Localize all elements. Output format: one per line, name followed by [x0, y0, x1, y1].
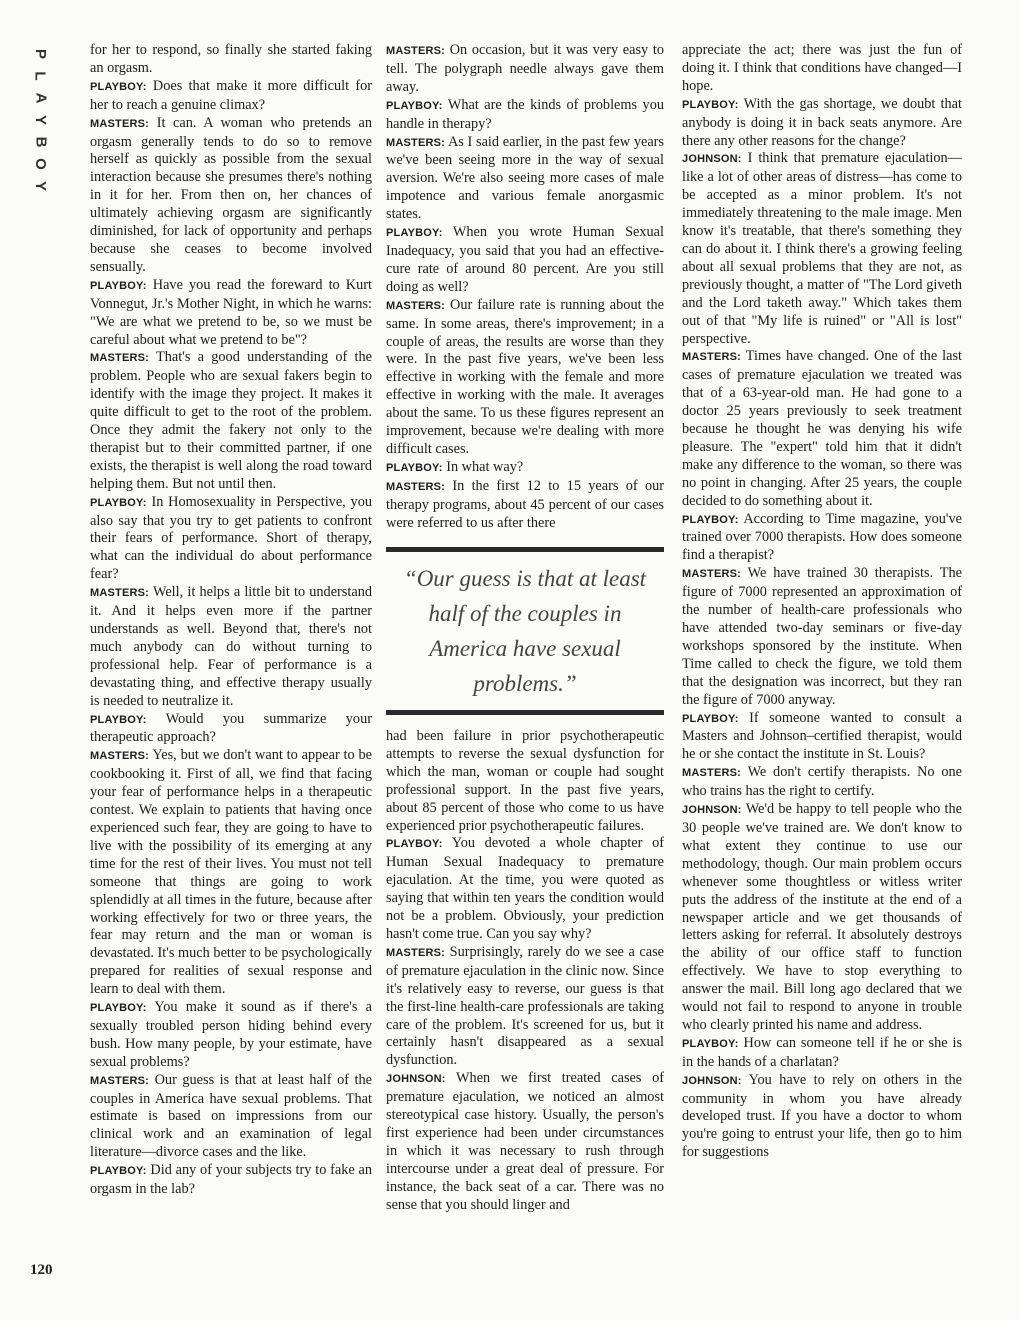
- speaker-label: MASTERS:: [90, 117, 150, 130]
- paragraph: [682, 710, 962, 765]
- paragraph: [386, 97, 664, 134]
- paragraph: [90, 277, 372, 350]
- speaker-label: MASTERS:: [386, 946, 446, 959]
- speaker-label: MASTERS:: [386, 299, 446, 312]
- paragraph-text: I think that premature ejaculation—like a lot of other areas of distress—has come to be accepted as a minor problem. It's not immediately threatening to the male image. Men know it's treatable, that there's something they can do about it. I think there's a growing feeling about all sexual problems that they are not, as previously thought, a matter of "The Lord giveth and the Lord taketh away." Which takes them out of that "My life is ruined" or "All is lost" perspective.: [682, 150, 962, 347]
- masthead-letter: P: [31, 48, 49, 60]
- speaker-label: PLAYBOY:: [682, 513, 739, 526]
- speaker-label: JOHNSON:: [682, 1074, 742, 1087]
- paragraph-text: Did any of your subjects try to fake an orgasm in the lab?: [90, 1162, 372, 1198]
- paragraph: [90, 711, 372, 748]
- paragraph-text: Does that make it more difficult for her to reach a genuine climax?: [90, 77, 373, 113]
- speaker-label: PLAYBOY:: [386, 99, 443, 112]
- paragraph-text: Times have changed. One of the last cases of premature ejaculation we treated was that of a 63-year-old man. He had gone to a doctor 25 years previously to seek treatment because he thought he was denying his wife pleasure. The "expert" told him that it didn't make any difference to the woman, so there was no point in changing. After 25 years, the couple decided to do something about it.: [682, 348, 962, 509]
- paragraph-text: In what way?: [446, 458, 524, 475]
- speaker-label: PLAYBOY:: [682, 1037, 739, 1050]
- paragraph: [682, 764, 962, 801]
- paragraph: [682, 565, 962, 709]
- paragraph-text: As I said earlier, in the past few years we've been seeing more in the way of sexual aversion. We're also seeing more cases of male impotence and various female anorgasmic states.: [386, 133, 664, 223]
- paragraph: [682, 150, 962, 348]
- paragraph-text: In the first 12 to 15 years of our therapy programs, about 45 percent of our cases were referred to us after there: [386, 477, 664, 531]
- paragraph-text: How can someone tell if he or she is in the hands of a charlatan?: [682, 1034, 963, 1070]
- speaker-label: PLAYBOY:: [90, 1165, 147, 1178]
- speaker-label: PLAYBOY:: [90, 279, 147, 292]
- paragraph: [90, 42, 372, 78]
- paragraph: [682, 511, 962, 566]
- speaker-label: JOHNSON:: [682, 804, 742, 817]
- paragraph-text: We don't certify therapists. No one who trains has the right to certify.: [682, 764, 962, 800]
- speaker-label: MASTERS:: [386, 136, 446, 149]
- paragraph-text: appreciate the act; there was just the fun of doing it. I think that conditions have changed—I hope.: [682, 42, 962, 94]
- paragraph-text: With the gas shortage, we doubt that anybody is doing it in back seats anymore. Are there any other reasons for the change?: [682, 95, 962, 149]
- paragraph: [386, 835, 664, 943]
- paragraph: [90, 349, 372, 493]
- speaker-label: MASTERS:: [90, 750, 150, 763]
- paragraph: [682, 348, 962, 510]
- speaker-label: MASTERS:: [90, 352, 150, 365]
- paragraph-text: Our failure rate is running about the same. In some areas, there's improvement; in a couple of areas, the results are worse than they were. In the past five years, we've been less effective in working with the female and more effective in working with the male. It averages about the same. To us these figures represent an improvement, because we're dealing with more difficult cases.: [386, 296, 664, 457]
- paragraph: [386, 42, 664, 97]
- paragraph: [682, 1035, 962, 1072]
- speaker-label: PLAYBOY:: [682, 98, 739, 111]
- paragraph: [90, 1072, 372, 1163]
- speaker-label: MASTERS:: [682, 568, 742, 581]
- paragraph-text: It can. A woman who pretends an orgasm generally tends to do so to remove herself as quickly as possible from the sexual interaction because she presumes there's nothing in it for her. From then on, her chances of ultimately achieving orgasm are significantly diminished, for lack of opportunity and perhaps because she ceases to become involved sensually.: [90, 114, 372, 275]
- speaker-label: MASTERS:: [386, 45, 446, 57]
- masthead-letter: L: [31, 71, 49, 81]
- text-column-3: [682, 42, 962, 1162]
- paragraph-text: Surprisingly, rarely do we see a case of premature ejaculation in the clinic now. Since it's relatively easy to reverse, our guess is that the first-line health-care professionals are taking care of the problem. It's screened for us, but it certainly hasn't disappeared as a sexual dysfunction.: [386, 943, 664, 1069]
- speaker-label: PLAYBOY:: [386, 838, 443, 851]
- paragraph-text: What are the kinds of problems you handle in therapy?: [386, 96, 664, 132]
- masthead-letter: B: [32, 136, 49, 148]
- speaker-label: PLAYBOY:: [386, 461, 443, 474]
- paragraph: [682, 42, 962, 96]
- paragraph: [90, 494, 372, 585]
- paragraph-text: had been failure in prior psychotherapeutic attempts to reverse the sexual dysfunction for which the man, woman or couple had sought professional support. In the past five years, about 85 percent of those who come to us have experienced prior psychotherapeutic failures.: [386, 728, 664, 834]
- paragraph: [90, 584, 372, 710]
- paragraph: [682, 96, 962, 151]
- speaker-label: MASTERS:: [682, 767, 742, 780]
- paragraph: [90, 78, 372, 115]
- masthead-letter: A: [32, 92, 49, 104]
- paragraph-text: You devoted a whole chapter of Human Sexual Inadequacy to premature ejaculation. At the time, you were quoted as saying that within ten years the condition would not be a problem. Obviously, your prediction hasn't come true. Can you say why?: [386, 835, 664, 942]
- pull-quote: [386, 547, 664, 715]
- paragraph: [386, 728, 664, 835]
- page-number: 120: [30, 1262, 53, 1278]
- paragraph: [386, 297, 664, 459]
- speaker-label: PLAYBOY:: [682, 712, 739, 725]
- paragraph-text: Would you summarize your therapeutic approach?: [90, 710, 372, 746]
- masthead-letter: O: [31, 158, 49, 170]
- speaker-label: JOHNSON:: [682, 153, 742, 166]
- paragraph-text: Well, it helps a little bit to understand it. And it helps even more if the partner understands as well. Beyond that, there's not much anybody can do without turning to professional help. Fear of performance is a devastating thing, and effective therapy usually is needed to neutralize it.: [90, 584, 372, 709]
- paragraph-text: That's a good understanding of the problem. People who are sexual fakers begin to identify with the image they project. It makes it quite difficult to get to the root of the problem. Once they admit the fakery not only to the therapist but to their committed partner, if one exists, the therapist is well along the road toward helping them. But not until then.: [90, 349, 372, 492]
- paragraph-text: Our guess is that at least half of the couples in America have sexual problems. That estimate is based on impressions from our clinical work and an examination of legal literature—divorce cases and the like.: [90, 1071, 372, 1161]
- speaker-label: MASTERS:: [682, 351, 742, 364]
- paragraph-text: When we first treated cases of premature ejaculation, we noticed an almost stereotypical case history. Usually, the person's first experience had been under circumstances in which it was necessary to rush through intercourse under a great deal of pressure. For instance, the back seat of a car. There was no sense that you should linger and: [386, 1070, 664, 1213]
- paragraph: [386, 224, 664, 297]
- paragraph: [90, 747, 372, 999]
- masthead: [30, 46, 50, 194]
- paragraph: [90, 999, 372, 1072]
- paragraph: [386, 944, 664, 1070]
- text-column-2: [386, 42, 664, 532]
- speaker-label: PLAYBOY:: [90, 80, 147, 93]
- speaker-label: PLAYBOY:: [90, 496, 147, 509]
- paragraph: [386, 1070, 664, 1214]
- paragraph: [386, 459, 664, 478]
- paragraph-text: We'd be happy to tell people who the 30 people we've trained are. We don't know to what extent they continue to use our methodology, though. Our main problem occurs whenever some thoughtless or witless writer puts the address of the institute at the end of a newspaper article and we get thousands of letters asking for referral. It absolutely destroys the ability of our office staff to function effectively. We have to stop everything to answer the mail. Bill long ago declared that we would not fail to respond to anyone in trouble who clearly printed his name and address.: [682, 801, 962, 1033]
- text-column-2-continued: [386, 728, 664, 1214]
- paragraph-text: If someone wanted to consult a Masters and Johnson–certified therapist, would he or she contact the institute in St. Louis?: [682, 709, 962, 763]
- paragraph-text: Have you read the foreward to Kurt Vonnegut, Jr.'s Mother Night, in which he warns: "We are what we pretend to be, so we must be careful about what we pretend to be"?: [90, 276, 373, 348]
- paragraph-text: for her to respond, so finally she started faking an orgasm.: [90, 42, 372, 76]
- paragraph-text: You make it sound as if there's a sexually troubled person hiding behind every bush. How many people, by your estimate, have sexual problems?: [90, 999, 372, 1070]
- speaker-label: PLAYBOY:: [90, 1002, 147, 1015]
- paragraph-text: When you wrote Human Sexual Inadequacy, you said that you had an effective-cure rate of around 80 percent. Are you still doing as well?: [386, 224, 664, 295]
- paragraph-text: According to Time magazine, you've trained over 7000 therapists. How does someone find a therapist?: [682, 510, 962, 564]
- paragraph-text: Yes, but we don't want to appear to be cookbooking it. First of all, we find that facing your fear of performance helps in a therapeutic contest. We explain to patients that having once experienced such fear, they are going to have to live with the possibility of its emerging at any time for the rest of their lives. You must not tell someone that things are going to work splendidly at all times in the future, because after working effectively for two or three years, the fear may return and the man or woman is devastated. It's much better to be psychologically prepared for realities of sexual response and learn to deal with them.: [90, 747, 372, 998]
- paragraph-text: In Homosexuality in Perspective, you also say that you try to get patients to confront their fears of performance. Short of therapy, what can the individual do about performance fear?: [90, 493, 372, 583]
- paragraph: [682, 1072, 962, 1163]
- paragraph-text: You have to rely on others in the community in whom you have already developed trust. If you have a doctor to whom you're going to entrust your life, then go to him for suggestions: [682, 1071, 963, 1161]
- speaker-label: MASTERS:: [386, 480, 446, 493]
- speaker-label: JOHNSON:: [386, 1073, 446, 1086]
- paragraph: [90, 115, 372, 277]
- paragraph-text: We have trained 30 therapists. The figure of 7000 represented an approximation of the number of health-care professionals who have attended two-day seminars or five-day workshops sponsored by the institute. When Time called to check the figure, we told them that the designation was incorrect, but they ran the figure of 7000 anyway.: [682, 565, 962, 708]
- speaker-label: PLAYBOY:: [90, 713, 147, 726]
- speaker-label: PLAYBOY:: [386, 227, 443, 240]
- speaker-label: MASTERS:: [90, 587, 150, 600]
- paragraph: [90, 1162, 372, 1199]
- paragraph-text: On occasion, but it was very easy to tell. The polygraph needle always gave them away.: [386, 42, 664, 95]
- masthead-letter: Y: [31, 180, 49, 192]
- masthead-letter: Y: [31, 114, 49, 126]
- text-column-1: [90, 42, 372, 1199]
- paragraph: [386, 478, 664, 533]
- speaker-label: MASTERS:: [90, 1074, 150, 1087]
- paragraph: [682, 801, 962, 1035]
- paragraph: [386, 134, 664, 225]
- pull-quote-text: “Our guess is that at least half of the couples in America have sexual problems.”: [403, 566, 647, 696]
